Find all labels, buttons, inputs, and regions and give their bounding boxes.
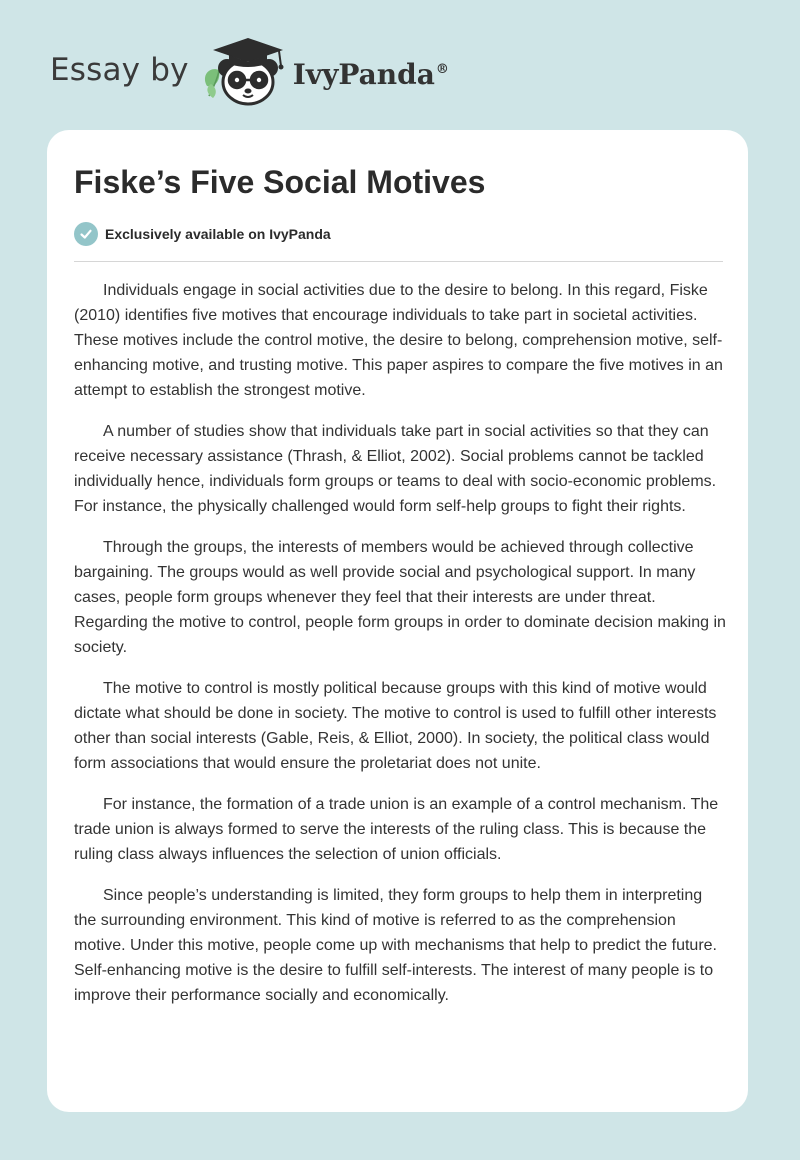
title-divider [74, 261, 723, 262]
exclusive-badge [74, 222, 331, 246]
paragraph: Since people’s understanding is limited, they form groups to help them in interpreting the surrounding environment. This kind of motive is referred to as the comprehension motive. Under this motive, people come up with mechanisms that help to predict the future. Self-enhancing motive is the desire to fulfill self-interests. The interest of many people is to improve their performance socially and economically. [74, 887, 717, 1004]
essay-card [47, 130, 748, 1112]
paragraph: The motive to control is mostly political because groups with this kind of motive would dictate what should be done in society. The motive to control is used to fulfill other interests other than social interests (Gable, Reis, & Elliot, 2000). In society, the political class would form associations that would ensure the proletariat does not unite. [74, 680, 717, 772]
brand-header[interactable] [50, 36, 449, 110]
brand-name [293, 58, 449, 91]
exclusive-badge-label: Exclusively available on IvyPanda [105, 226, 331, 242]
check-icon [74, 222, 98, 246]
essay-body [74, 278, 726, 1024]
paragraph: A number of studies show that individuals take part in social activities so that they can receive necessary assistance (Thrash, & Elliot, 2002). Social problems cannot be tackled individually hence, individuals form groups or teams to deal with socio-economic problems. For instance, the physically challenged would form self-help groups to fight their rights. [74, 423, 717, 515]
paragraph: For instance, the formation of a trade union is an example of a control mechanism. The trade union is always formed to serve the interests of the ruling class. This is because the ruling class always influences the selection of union officials. [74, 796, 719, 863]
brand-name-text: IvyPanda [292, 57, 435, 91]
registered-mark: ® [435, 62, 449, 78]
brand-prefix: Essay by [50, 52, 189, 88]
paragraph: Individuals engage in social activities due to the desire to belong. In this regard, Fiske (2010) identifies five motives that encourage individuals to take part in societal activities. These motives include the control motive, the desire to belong, comprehension motive, self-enhancing motive, and trusting motive. This paper aspires to compare the five motives in an attempt to establish the strongest motive. [74, 282, 723, 399]
page-title: Fiske’s Five Social Motives [74, 164, 486, 200]
panda-graduate-icon [199, 36, 289, 110]
paragraph: Through the groups, the interests of members would be achieved through collective bargaining. The groups would as well provide social and psychological support. In many cases, people form groups whenever they feel that their interests are under threat. Regarding the motive to control, people form groups in order to dominate decision making in society. [74, 539, 726, 656]
